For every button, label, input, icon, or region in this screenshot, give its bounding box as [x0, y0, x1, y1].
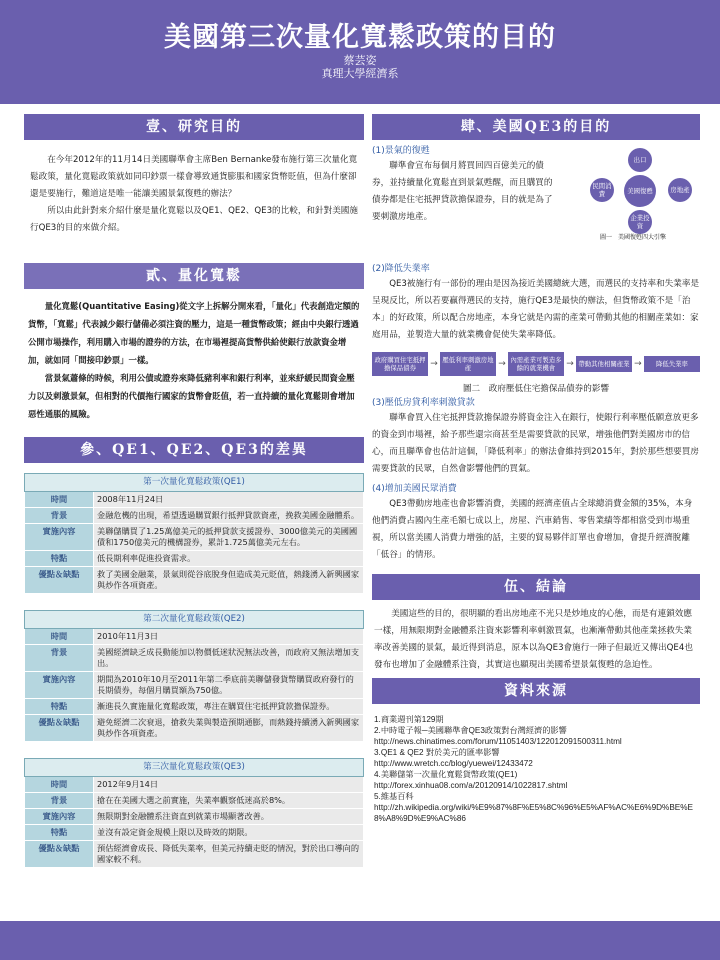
row-key: 背景 [25, 508, 94, 524]
node-business-investment: 企業投資 [628, 210, 652, 234]
row-value: 2010年11月3日 [94, 629, 364, 645]
arrow-right-icon: → [566, 359, 574, 369]
table-row [25, 777, 364, 793]
school: 真理大學經濟系 [321, 67, 399, 80]
row-value: 救了美國金融業，景氣則從谷底脫身但造成美元貶值，熱錢湧入新興國家與炒作各項資產。 [94, 567, 364, 594]
figure-2-caption: 圖二 政府壓低住宅擔保品債券的影響 [462, 384, 610, 394]
qe1-caption: 第一次量化寬鬆政策(QE1) [25, 474, 364, 492]
row-key: 特點 [25, 825, 94, 841]
arrow-right-icon: → [430, 359, 438, 369]
reference-url: http://forex.xinhua08.com/a/20120914/1022817.shtml [374, 781, 568, 790]
qe3-caption: 第三次量化寬鬆政策(QE3) [25, 759, 364, 777]
footer-band [0, 921, 720, 960]
subheading-reduce-unemployment: (2)降低失業率 [372, 264, 430, 274]
table-row [25, 492, 364, 508]
row-key: 時間 [25, 629, 94, 645]
table-row [25, 699, 364, 715]
reference-line: 1.商業週刊第129期 [374, 715, 444, 724]
section-4-part-1 [372, 144, 700, 240]
part-2-paragraph: QE3被施行有一部份的理由是因為接近美國總統大選，而選民的支持率和失業率是呈現反比，所以若要贏得選民的支持，施行QE3是最快的辦法，但貨幣政策不是「治本」的好政策，所以配合房地產，本身它就是內需的產業可帶動其他的相關產業如：家庭用品，並製造大量的就業機會促使失業率降低。 [372, 279, 700, 340]
row-key: 時間 [25, 777, 94, 793]
flow-step-3: 內需產業可製造多餘的就業機會 [508, 352, 564, 376]
section-2-body [24, 289, 364, 423]
row-value: 2012年9月14日 [94, 777, 364, 793]
section-2-paragraph-2: 當景氣蕭條的時候，利用公債或證券來降低豬利率和銀行利率，並來紓緩民間資金壓力以及刺激景氣，但相對的代價拖行國家的貨幣會貶值，若一直持續的量化寬鬆則會增加惡性通脹的風險。 [28, 373, 355, 419]
table-row [25, 567, 364, 594]
row-value: 美聯儲購買了1.25萬億美元的抵押貸款支援證券、3000億美元的美國國債和1750億美元的機構證券，累計1.725萬億美元左右。 [94, 524, 364, 551]
flow-step-5: 降低失業率 [644, 356, 700, 372]
row-value: 期間為2010年10月至2011年第二季底前美聯儲發貨幣購買政府發行的長期債券，每個月購買額為750億。 [94, 672, 364, 699]
left-column [24, 114, 364, 868]
subheading-consumption: (4)增加美國民眾消費 [372, 484, 457, 494]
row-value: 搶在在美國大選之前實施，失業率觀察低迷高於8%。 [94, 793, 364, 809]
part-1-paragraph: 聯準會宣布每個月將買回四百億美元的債券，並持續量化寬鬆直到景氣甦醒，而且購買的債券都是住宅抵押貸款擔保證券，目的就是為了要刺激房地產。 [372, 161, 553, 222]
row-key: 實施內容 [25, 672, 94, 699]
author: 蔡芸姿 [343, 54, 377, 67]
header-banner [0, 0, 720, 104]
row-value: 漸進長久實施量化寬鬆政策，專注在購買住宅抵押貸款擔保證券。 [94, 699, 364, 715]
table-row [25, 551, 364, 567]
section-3-title: 參、QE1、QE2、QE3的差異 [24, 437, 364, 463]
arrow-right-icon: → [634, 359, 642, 369]
table-row [25, 508, 364, 524]
section-1-paragraph-2: 所以由此針對來介紹什麼是量化寬鬆以及QE1、QE2、QE3的比較，和針對美國施行QE3的目的來做介紹。 [30, 206, 358, 233]
section-4-title: 肆、美國QE3的目的 [372, 114, 700, 140]
right-column [372, 114, 700, 824]
figure-2-flowchart [372, 352, 700, 376]
qe3-table [24, 758, 364, 868]
flow-step-4: 帶動其他相關產業 [576, 356, 632, 372]
table-row [25, 672, 364, 699]
row-value: 並沒有設定資金規模上限以及時效的期限。 [94, 825, 364, 841]
part-3-paragraph: 聯準會買入住宅抵押貸款擔保證券將資金注入在銀行，使銀行利率壓低願意放更多的資金到市場裡，給予那些還宗商甚至是需要貸款的民眾，增強他們對美國房市的信心，而且聯準會也估計這個，「降低利率」的辦法會維持到2015年，對於那些想要買房需要貸款的民眾，自然會影響他們的買氣。 [372, 413, 699, 474]
row-key: 背景 [25, 793, 94, 809]
references-list [372, 704, 700, 824]
row-key: 實施內容 [25, 524, 94, 551]
flow-step-2: 壓低利率刺激房地產 [440, 352, 496, 376]
section-1-paragraph-1: 在今年2012年的11月14日美國聯準會主席Ben Bernanke發布施行第三次量化寬鬆政策，量化寬鬆政策就如同印鈔票一樣會導致通貨膨脹和國家貨幣貶值，但為什麼卻還是要施行，難道這是唯一能讓美國景氣復甦的辦法？ [30, 155, 358, 199]
section-1-body [24, 140, 364, 237]
node-real-estate: 房地產 [668, 178, 692, 202]
table-row [25, 841, 364, 868]
row-key: 特點 [25, 699, 94, 715]
row-key: 時間 [25, 492, 94, 508]
section-5-title: 伍、結論 [372, 574, 700, 600]
row-key: 特點 [25, 551, 94, 567]
table-row [25, 629, 364, 645]
section-4-part-4 [372, 482, 700, 564]
qe-comparison-tables [24, 473, 364, 868]
qe1-table [24, 473, 364, 594]
node-us-recovery: 美國復甦 [624, 175, 656, 207]
row-key: 優點＆缺點 [25, 567, 94, 594]
node-private-consumption: 民間消費 [590, 178, 614, 202]
table-row [25, 793, 364, 809]
subheading-economic-recovery: (1)景氣的復甦 [372, 146, 430, 156]
reference-url: http://www.wretch.cc/blog/yuewei/12433472 [374, 759, 533, 768]
row-value: 金融危機的出現，希望透過購買銀行抵押貸款資產，挽救美國金融體系。 [94, 508, 364, 524]
table-row [25, 715, 364, 742]
node-export: 出口 [628, 148, 652, 172]
row-key: 實施內容 [25, 809, 94, 825]
row-value: 預估經濟會成長、降低失業率，但美元持續走貶的情況，對於出口導向的國家較不利。 [94, 841, 364, 868]
qe2-caption: 第二次量化寬鬆政策(QE2) [25, 611, 364, 629]
reference-line: 4.美聯儲第一次量化寬鬆貨幣政策(QE1) [374, 770, 518, 779]
row-value: 無限期對金融體系注資直到就業市場顯著改善。 [94, 809, 364, 825]
section-2-paragraph-1: 量化寬鬆(Quantitative Easing)從文字上拆解分開來看，「量化」代表創造定額的貨幣，「寬鬆」代表減少銀行儲備必須注資的壓力，這是一種貨幣政策；經由中央銀行透過公開市場操作，利用購入市場的證券的方法，在市場裡提高貨幣供給使銀行放款資金增加，就如同「間接印鈔票」一樣。 [28, 301, 360, 365]
row-key: 背景 [25, 645, 94, 672]
section-5-body [372, 600, 700, 674]
table-row [25, 645, 364, 672]
page-title: 美國第三次量化寬鬆政策的目的 [164, 22, 556, 53]
section-4-part-3 [372, 396, 700, 478]
reference-line: 2.中時電子報─美國聯準會QE3政策對台灣經濟的影響 [374, 726, 567, 735]
reference-url: http://news.chinatimes.com/forum/11051403/122012091500311.html [374, 737, 622, 746]
row-value: 美國經濟缺乏成長動能加以物價低迷狀況無法改善，而政府又無法增加支出。 [94, 645, 364, 672]
row-key: 優點＆缺點 [25, 715, 94, 742]
section-4-part-2 [372, 262, 700, 344]
table-row [25, 524, 364, 551]
qe2-table [24, 610, 364, 742]
flow-step-1: 政府購買住宅抵押擔保品債券 [372, 352, 428, 376]
arrow-right-icon: → [498, 359, 506, 369]
figure-1-caption: 圖一 美國復甦四大引擎 [599, 234, 666, 241]
reference-url: http://zh.wikipedia.org/wiki/%E9%87%8F%E5%8C%96%E5%AF%AC%E6%9D%BE%E8%A8%9D%E9%AC%86 [374, 803, 694, 823]
row-value: 低長期利率促進投資需求。 [94, 551, 364, 567]
part-4-paragraph: QE3帶動房地產也會影響消費，美國的經濟產值占全球總消費金額的35%，本身他們消費占國內生產毛額七成以上，房屋、汽車銷售、零售業績等都相當受到市場重視，所以當美國人消費力增強的話，主要的貿易夥伴訂單也會增加，會提升經濟脫離「低谷」的情形。 [372, 499, 693, 560]
table-row [25, 809, 364, 825]
figure-1-diagram [566, 148, 700, 240]
row-value: 2008年11月24日 [94, 492, 364, 508]
reference-line: 5.維基百科 [374, 792, 414, 801]
reference-line: 3.QE1 & QE2 對於美元的匯率影響 [374, 748, 500, 757]
row-key: 優點＆缺點 [25, 841, 94, 868]
table-row [25, 825, 364, 841]
row-value: 避免經濟二次衰退，搶救失業與製造預期通膨，而熱錢持續湧入新興國家與炒作各項資產。 [94, 715, 364, 742]
section-6-title: 資料來源 [372, 678, 700, 704]
subheading-mortgage-rates: (3)壓低房貸利率刺激貸款 [372, 398, 475, 408]
section-1-title: 壹、研究目的 [24, 114, 364, 140]
conclusion-paragraph: 美國這些的目的，很明顯的看出房地產不光只是炒地皮的心態，而是有連鎖效應一樣，用無限期對金融體系注資來影響利率刺激買氣，也漸漸帶動其他產業拯救失業率改善美國的景氣，最近得到消息，原本以為QE3會施行一陣子但最近又傳出QE4也發布也增加了金融體系注資，其實這也顯現出美國希望景氣復甦的急迫性。 [374, 609, 693, 670]
section-2-title: 貳、量化寬鬆 [24, 263, 364, 289]
